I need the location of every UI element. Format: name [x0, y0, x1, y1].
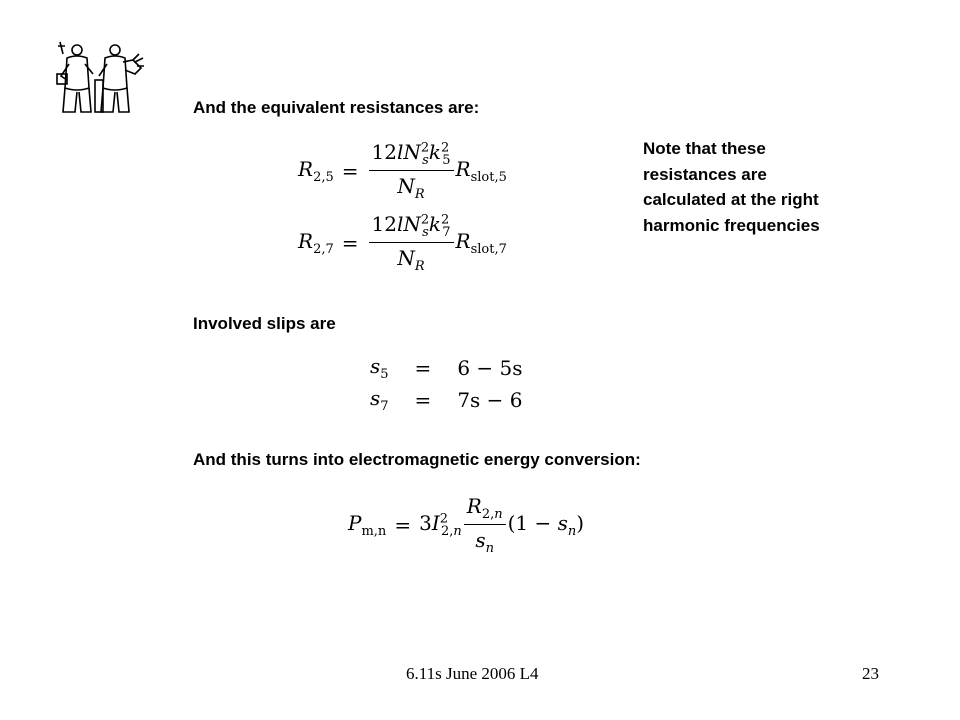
- footer-course: 6.11s June 2006 L4: [406, 664, 539, 683]
- slip-s7-rhs: 7s − 6: [457, 388, 523, 412]
- side-note: Note that these resistances are calculated at the right harmonic frequencies: [643, 139, 820, 235]
- fraction: $\frac{12lN^2_sk^2_7}{N_R}$: [369, 212, 454, 274]
- slip-equations: $s_5$ = 6 − 5s $s_7$ = 7s − 6: [370, 354, 523, 414]
- slip-s7-lhs: $s_7$: [370, 386, 389, 414]
- equation-power: $P_{m,n}$ = $3I^2_{2,n}$ $\frac{R_{2,n}}{s_n}$ $(1 - s_n)$: [348, 494, 585, 556]
- heading-slips: Involved slips are: [193, 314, 336, 333]
- fraction: $\frac{12lN^2_sk^2_5}{N_R}$: [369, 140, 454, 202]
- heading-resistances: And the equivalent resistances are:: [193, 98, 480, 117]
- equation-r25: $R_{2,5}$ = $\frac{12lN^2_sk^2_5}{N_R}$ $R_{slot,5}$: [298, 140, 507, 202]
- mit-scholars-seal-icon: [55, 40, 145, 118]
- page-number: 23: [862, 664, 879, 683]
- slip-s5-rhs: 6 − 5s: [457, 356, 523, 380]
- equation-r27: $R_{2,7}$ = $\frac{12lN^2_sk^2_7}{N_R}$ $R_{slot,7}$: [298, 212, 507, 274]
- slip-s5-lhs: $s_5$: [370, 354, 389, 382]
- fraction: $\frac{R_{2,n}}{s_n}$: [464, 494, 506, 556]
- heading-conversion: And this turns into electromagnetic energy conversion:: [193, 450, 641, 469]
